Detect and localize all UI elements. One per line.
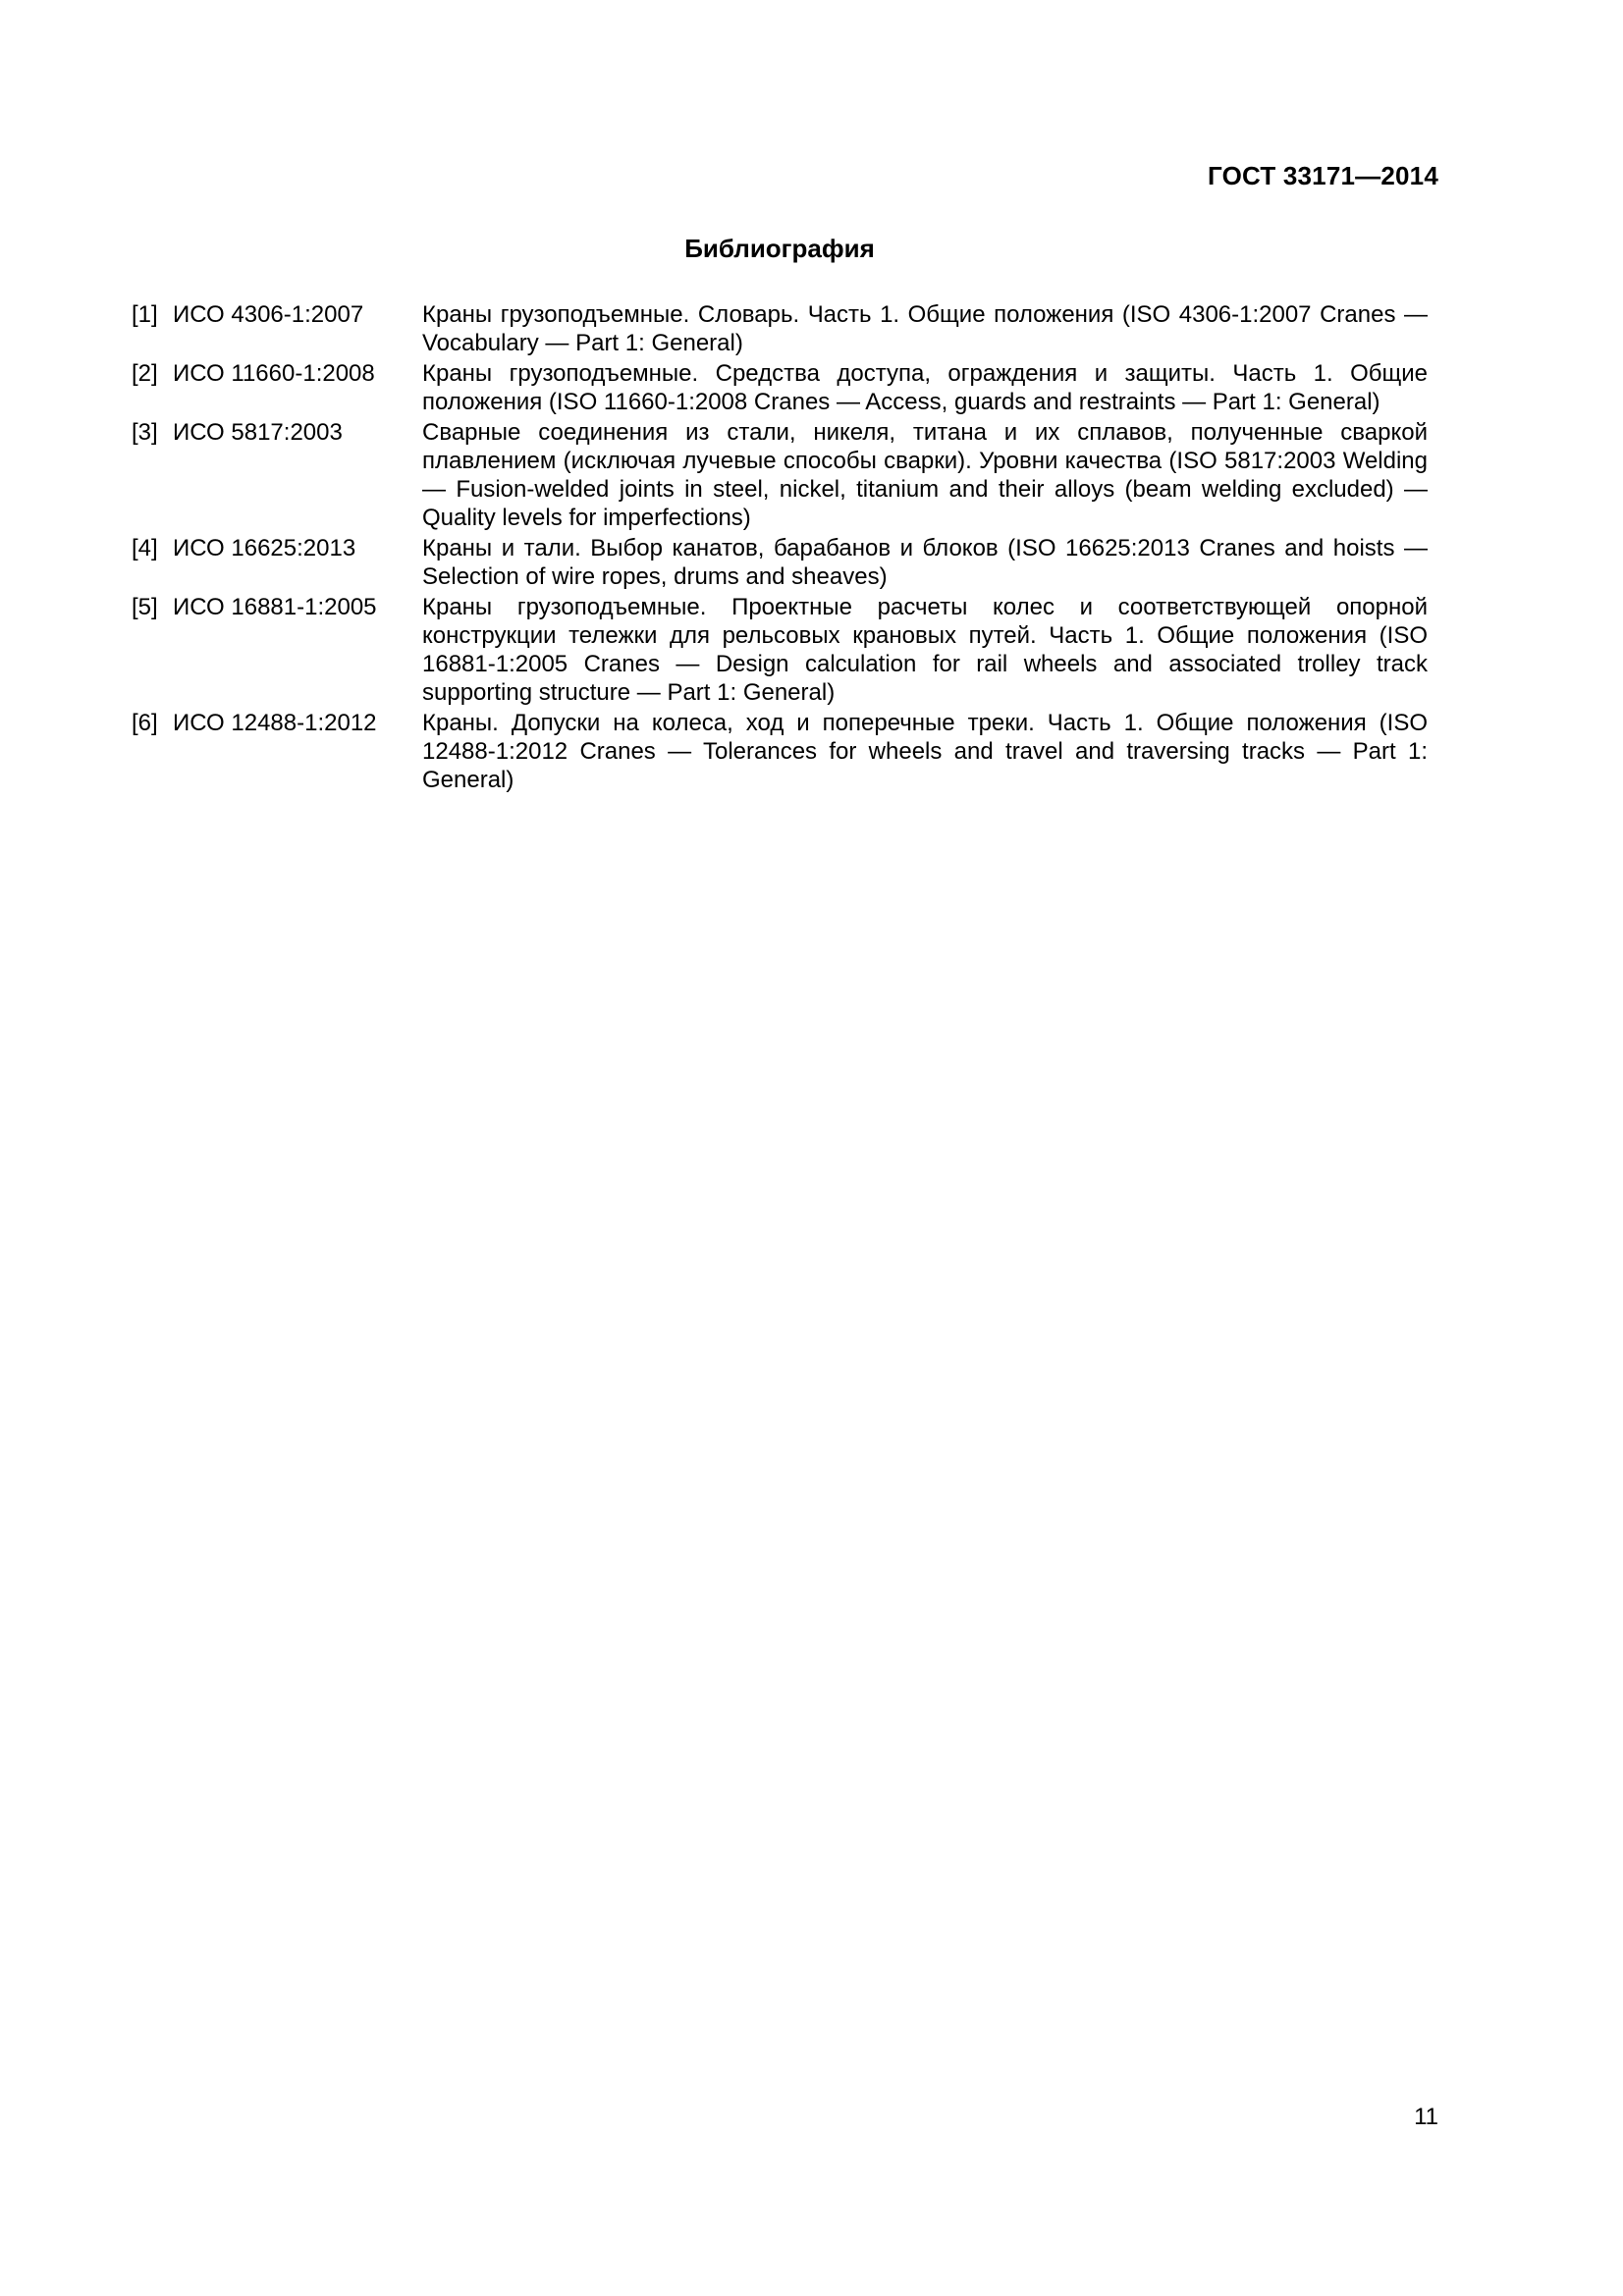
entry-number: [6] [132, 710, 158, 736]
entry-number: [2] [132, 360, 158, 387]
document-code: ГОСТ 33171—2014 [1208, 161, 1438, 190]
bibliography-entry [132, 593, 1428, 707]
entry-number: [4] [132, 535, 158, 561]
bibliography-entry [132, 709, 1428, 794]
entry-standard: ИСО 16881-1:2005 [173, 594, 377, 620]
entry-number: [1] [132, 301, 158, 328]
entry-title: Краны грузоподъемные. Средства доступа, ограждения и защиты. Часть 1. Общие положения (ISO 11660-1:2008 Cranes — Access, guards and restraints — Part 1: General) [422, 360, 1428, 415]
entry-standard: ИСО 11660-1:2008 [173, 360, 375, 387]
bibliography-entry [132, 300, 1428, 357]
page-number: 11 [1414, 2104, 1438, 2130]
entry-number: [3] [132, 419, 158, 446]
entry-standard: ИСО 5817:2003 [173, 419, 343, 446]
bibliography-entry [132, 359, 1428, 416]
bibliography-list [132, 300, 1428, 796]
bibliography-entry [132, 534, 1428, 591]
entry-title: Краны грузоподъемные. Проектные расчеты колес и соответствующей опорной конструкции тележки для рельсовых крановых путей. Часть 1. Общие положения (ISO 16881-1:2005 Cranes — Design calculation for rail wheels and associated trolley track supporting structure — Part 1: General) [422, 594, 1428, 706]
entry-standard: ИСО 12488-1:2012 [173, 710, 377, 736]
entry-title: Краны и тали. Выбор канатов, барабанов и блоков (ISO 16625:2013 Cranes and hoists — Selection of wire ropes, drums and sheaves) [422, 535, 1428, 590]
entry-number: [5] [132, 594, 158, 620]
entry-title: Сварные соединения из стали, никеля, титана и их сплавов, полученные сваркой плавлением (исключая лучевые способы сварки). Уровни качества (ISO 5817:2003 Welding — Fusion-welded joints in steel, nickel, titanium and their alloys (beam welding excluded) — Quality levels for imperfections) [422, 419, 1428, 531]
bibliography-entry [132, 418, 1428, 532]
entry-standard: ИСО 4306-1:2007 [173, 301, 364, 328]
bibliography-heading: Библиография [684, 234, 875, 263]
entry-title: Краны. Допуски на колеса, ход и поперечные треки. Часть 1. Общие положения (ISO 12488-1:2012 Cranes — Tolerances for wheels and travel and traversing tracks — Part 1: General) [422, 710, 1428, 793]
entry-standard: ИСО 16625:2013 [173, 535, 356, 561]
entry-title: Краны грузоподъемные. Словарь. Часть 1. Общие положения (ISO 4306-1:2007 Cranes — Vocabulary — Part 1: General) [422, 301, 1428, 356]
